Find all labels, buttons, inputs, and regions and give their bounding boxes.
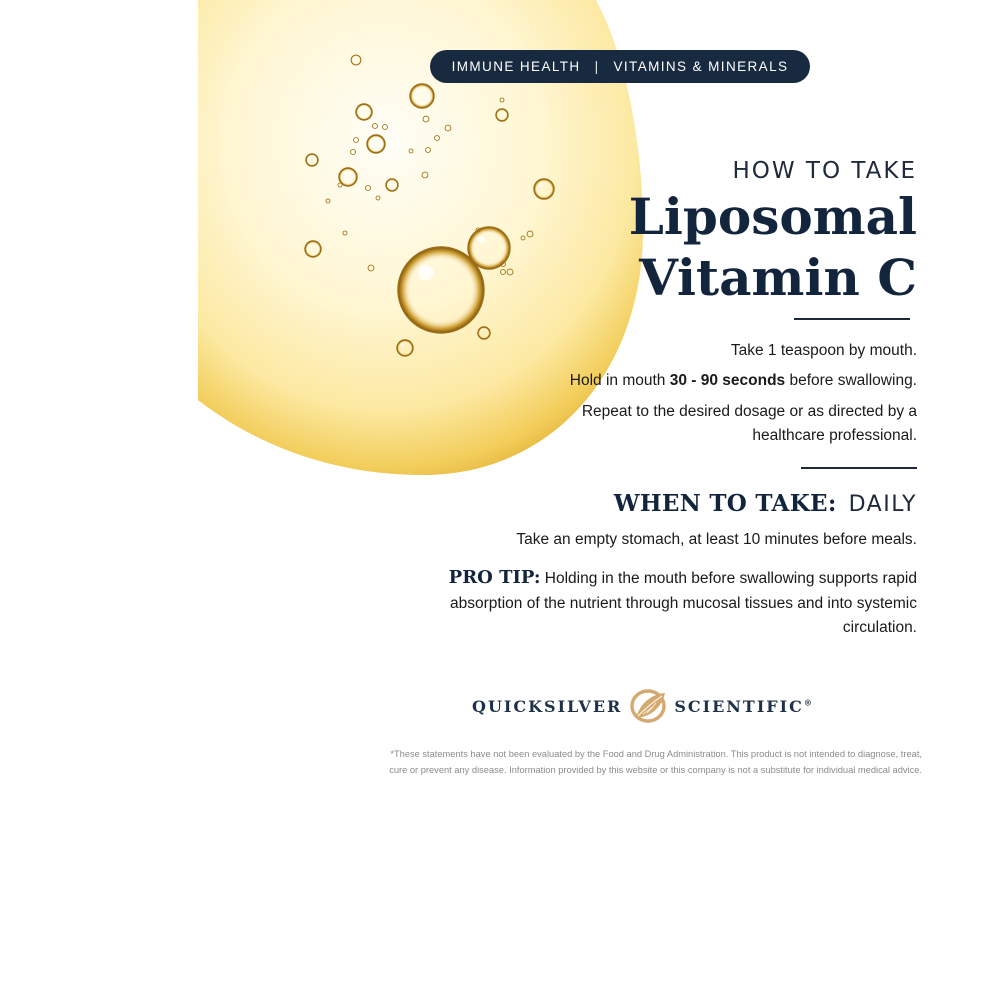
product-title — [629, 186, 917, 308]
bubble — [383, 125, 388, 130]
bubble — [368, 265, 374, 271]
fda-disclaimer-line2: cure or prevent any disease. Information provided by this website or this company is not a substitute for individual medical advice. — [389, 765, 922, 775]
leaf-circle-logo-icon — [628, 685, 668, 727]
bubble — [410, 84, 434, 108]
bubble — [356, 104, 372, 120]
pro-tip — [397, 566, 917, 641]
direction-step-3-line1: Repeat to the desired dosage or as directed by a — [581, 403, 917, 420]
bubble-highlight — [416, 89, 420, 93]
bubble — [534, 179, 554, 199]
badge-separator: | — [594, 59, 600, 74]
badge-category-vitamins: VITAMINS & MINERALS — [613, 59, 789, 74]
pro-tip-label: PRO TIP: — [448, 567, 541, 588]
bubble-highlight — [478, 236, 486, 244]
direction-step-3-line2: healthcare professional. — [752, 427, 917, 444]
bubble — [338, 183, 342, 187]
bubble-highlight — [389, 182, 391, 184]
pro-tip-text: Holding in the mouth before swallowing supports rapid absorption of the nutrient through mucosal tissues and into systemic circulation. — [450, 570, 917, 636]
bubble — [422, 172, 428, 178]
direction-step-1: Take 1 teaspoon by mouth. — [730, 342, 917, 359]
bubble — [507, 269, 513, 275]
bubble — [373, 124, 378, 129]
bubble — [476, 228, 480, 232]
brand-name-right-text: SCIENTIFIC — [674, 696, 804, 716]
bubble — [305, 241, 321, 257]
bubble — [326, 199, 330, 203]
bubble — [354, 138, 359, 143]
category-badge — [430, 50, 810, 83]
bubble — [501, 270, 506, 275]
badge-category-immune: IMMUNE HEALTH — [451, 59, 581, 74]
when-to-take-value: DAILY — [848, 492, 917, 517]
divider-top — [794, 318, 910, 320]
bubble — [306, 154, 318, 166]
bubble — [376, 196, 380, 200]
bubble — [351, 150, 356, 155]
bubble-highlight — [481, 330, 483, 332]
fda-disclaimer — [314, 746, 922, 778]
bubble-highlight — [499, 112, 501, 114]
bubble-highlight — [371, 139, 374, 142]
bubble-highlight — [360, 107, 363, 110]
bubble — [500, 98, 504, 102]
product-info-card — [198, 0, 922, 790]
bubble — [478, 327, 490, 339]
bubble — [501, 262, 506, 267]
registered-mark: ® — [803, 697, 812, 708]
direction-step-2-pre: Hold in mouth — [569, 372, 670, 389]
bubble-highlight — [309, 244, 312, 247]
bubble — [339, 168, 357, 186]
how-to-take-heading: HOW TO TAKE — [732, 158, 917, 184]
bubble-highlight — [539, 183, 543, 187]
direction-step-2 — [570, 369, 917, 393]
hold-duration: 30 - 90 seconds — [669, 372, 786, 389]
direction-step-3 — [582, 400, 917, 448]
bubble-highlight — [309, 157, 311, 159]
bubble — [435, 136, 440, 141]
direction-step-2-post: before swallowing. — [785, 372, 917, 389]
bubble — [496, 109, 508, 121]
divider-middle — [801, 467, 917, 469]
bubble — [351, 55, 361, 65]
bubble — [521, 236, 525, 240]
product-title-line1: Liposomal — [628, 187, 917, 246]
when-to-take-text: Take an empty stomach, at least 10 minutes before meals. — [516, 531, 917, 548]
when-to-take-heading — [614, 490, 917, 517]
fda-disclaimer-line1: *These statements have not been evaluated by the Food and Drug Administration. This product is not intended to diagnose, treat, — [390, 749, 922, 759]
bubble-highlight — [418, 265, 433, 280]
brand-name-left: QUICKSILVER — [472, 696, 623, 716]
bubble — [423, 116, 429, 122]
bubble — [527, 231, 533, 237]
when-to-take-label: WHEN TO TAKE: — [613, 490, 837, 517]
bubble — [343, 231, 347, 235]
bubble-highlight — [401, 343, 404, 346]
brand-name-right — [674, 697, 812, 716]
product-title-line2: Vitamin C — [639, 248, 917, 307]
bubble — [445, 125, 451, 131]
brand-logo — [472, 685, 812, 727]
bubble — [426, 148, 431, 153]
bubble — [366, 186, 371, 191]
bubble — [409, 149, 413, 153]
bubble-highlight — [343, 172, 346, 175]
bubble — [386, 179, 398, 191]
bubble — [397, 340, 413, 356]
bubble — [367, 135, 385, 153]
